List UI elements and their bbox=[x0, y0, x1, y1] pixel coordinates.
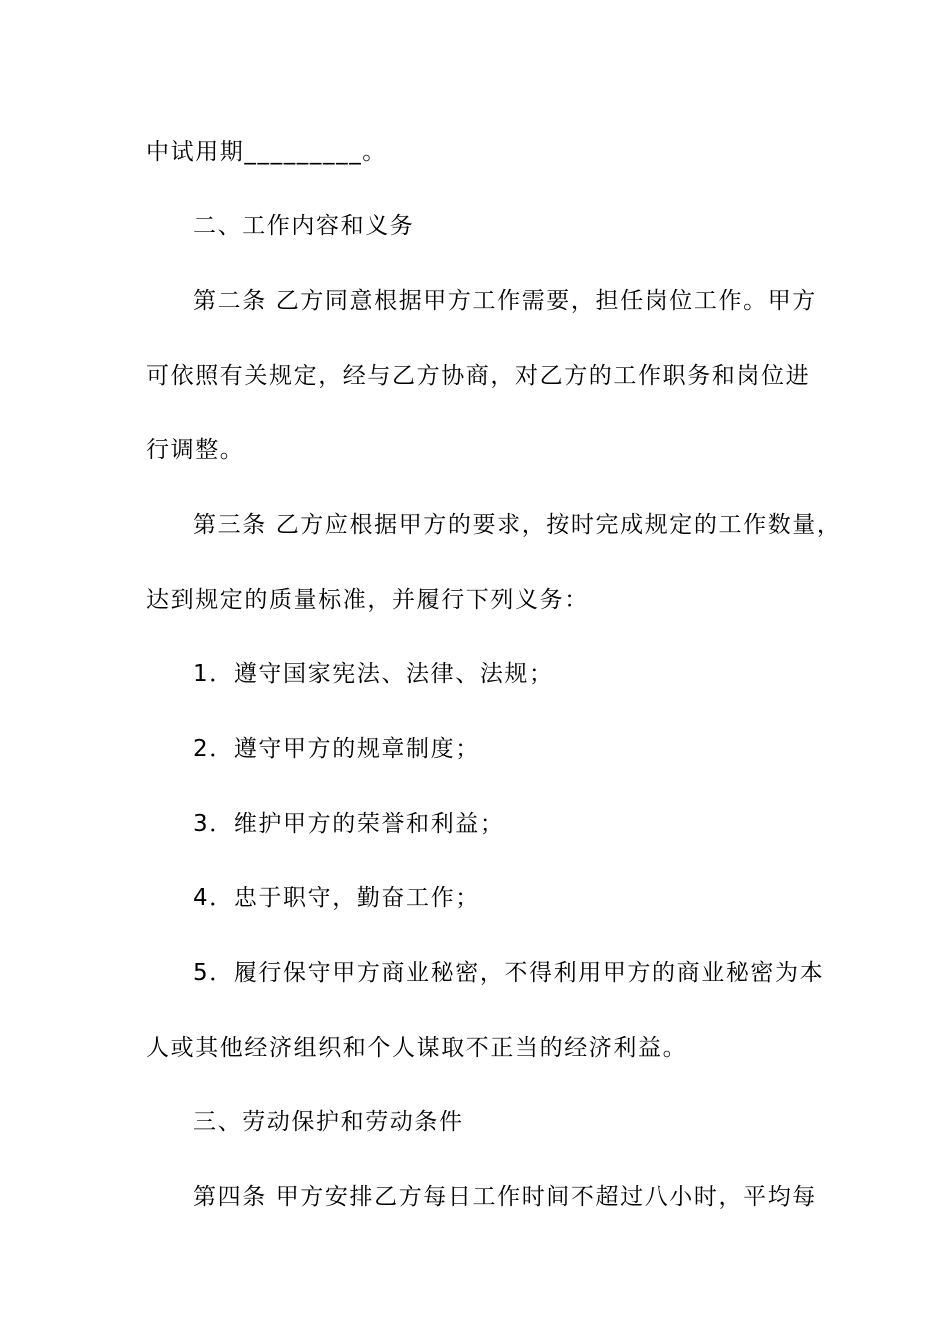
article-3-line-1: 第三条 乙方应根据甲方的要求，按时完成规定的工作数量， bbox=[193, 512, 842, 538]
text-line-trial-period: 中试用期_________。 bbox=[146, 139, 387, 165]
article-2-line-1: 第二条 乙方同意根据甲方工作需要，担任岗位工作。甲方 bbox=[193, 288, 817, 314]
list-item-4: 4．忠于职守，勤奋工作； bbox=[193, 885, 480, 911]
section-heading-work-content: 二、工作内容和义务 bbox=[193, 213, 415, 239]
section-heading-labor-protection: 三、劳动保护和劳动条件 bbox=[193, 1109, 464, 1135]
list-item-5-line-1: 5．履行保守甲方商业秘密，不得利用甲方的商业秘密为本 bbox=[193, 960, 825, 986]
article-3-line-2: 达到规定的质量标准，并履行下列义务： bbox=[146, 587, 589, 613]
article-4-line-1: 第四条 甲方安排乙方每日工作时间不超过八小时，平均每 bbox=[193, 1184, 817, 1210]
article-2-line-3: 行调整。 bbox=[146, 437, 245, 463]
list-item-3: 3．维护甲方的荣誉和利益； bbox=[193, 811, 505, 837]
list-item-1: 1．遵守国家宪法、法律、法规； bbox=[193, 661, 554, 687]
article-2-line-2: 可依照有关规定，经与乙方协商，对乙方的工作职务和岗位进 bbox=[146, 363, 811, 389]
list-item-2: 2．遵守甲方的规章制度； bbox=[193, 736, 480, 762]
list-item-5-line-2: 人或其他经济组织和个人谋取不正当的经济利益。 bbox=[146, 1035, 688, 1061]
